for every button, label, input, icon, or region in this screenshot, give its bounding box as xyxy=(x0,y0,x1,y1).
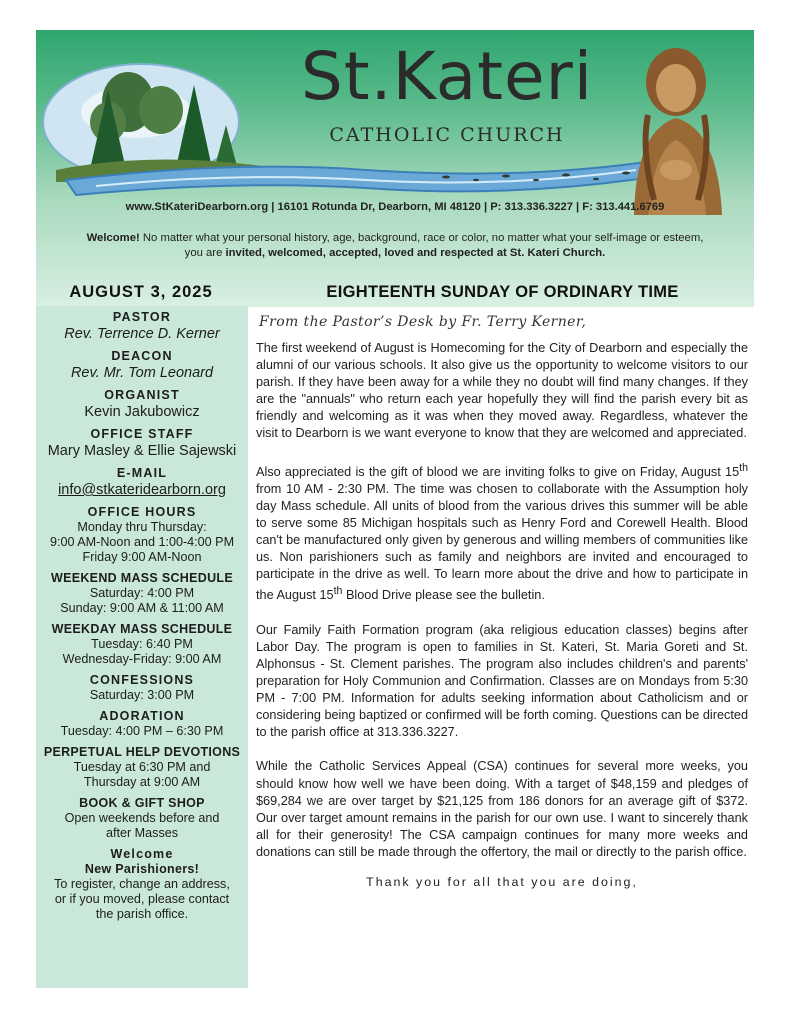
email-link[interactable]: info@stkateridearborn.org xyxy=(58,482,226,498)
weekday-mass-line: Tuesday: 6:40 PM xyxy=(91,637,193,651)
new-parishioners-line: To register, change an address, xyxy=(54,877,230,891)
welcome-bold-text: invited, welcomed, accepted, loved and respected at St. Kateri Church. xyxy=(225,247,606,259)
welcome-lead: Welcome! xyxy=(86,232,140,244)
new-parishioners-section xyxy=(36,847,248,922)
new-parishioners-subheading: New Parishioners! xyxy=(84,862,200,876)
devotions-heading: PERPETUAL HELP DEVOTIONS xyxy=(43,745,241,759)
article-paragraph: Our Family Faith Formation program (aka religious education classes) begins after Labor Day. The program is open to families in St. Kateri, St. Maria Goreti and St. Alphonsus - St. Clement parishes. The program also includes children's and parents' preparation for Holy Communion and Confirmation. Classes are on Mondays from 5:30 PM - 7:00 PM. Information for adults seeking information about Catholicism and or considering being baptized or confirmed will be forth coming. Questions can be directed to the parish office at 313.336.3227. xyxy=(256,622,748,740)
closing-line: Thank you for all that you are doing, xyxy=(366,875,638,889)
confessions-heading: CONFESSIONS xyxy=(89,673,195,687)
liturgical-title: EIGHTEENTH SUNDAY OF ORDINARY TIME xyxy=(326,283,679,301)
masthead xyxy=(36,30,754,307)
bulletin-date: AUGUST 3, 2025 xyxy=(69,283,213,301)
confessions-line: Saturday: 3:00 PM xyxy=(89,688,195,702)
welcome-statement xyxy=(76,231,714,261)
deacon-name: Rev. Mr. Tom Leonard xyxy=(70,365,214,381)
weekday-mass-line: Wednesday-Friday: 9:00 AM xyxy=(62,652,222,666)
weekend-mass-line: Sunday: 9:00 AM & 11:00 AM xyxy=(60,601,224,615)
contact-line: www.StKateriDearborn.org | 16101 Rotunda Dr, Dearborn, MI 48120 | P: 313.336.3227 | F: 313.441.6769 xyxy=(125,201,665,213)
organist-name: Kevin Jakubowicz xyxy=(84,404,200,420)
ordinal-suffix: th xyxy=(333,585,343,598)
new-parishioners-heading: Welcome xyxy=(110,847,174,861)
article-paragraph xyxy=(256,460,748,605)
adoration-section xyxy=(36,709,248,739)
pastors-desk-article xyxy=(256,314,748,889)
new-parishioners-line: or if you moved, please contact xyxy=(54,892,230,906)
weekend-mass-heading: WEEKEND MASS SCHEDULE xyxy=(50,571,233,585)
adoration-heading: ADORATION xyxy=(99,709,185,723)
devotions-line: Thursday at 9:00 AM xyxy=(83,775,201,789)
tree-shape xyxy=(139,86,183,134)
paragraph-text: Also appreciated is the gift of blood we are inviting folks to give on Friday, August 15 xyxy=(256,464,740,479)
new-parishioners-line: the parish office. xyxy=(95,907,189,921)
article-title: From the Pastor’s Desk by Fr. Terry Kerner, xyxy=(259,314,587,330)
organist-heading: ORGANIST xyxy=(104,388,180,402)
devotions-line: Tuesday at 6:30 PM and xyxy=(73,760,211,774)
gift-shop-line: Open weekends before and xyxy=(64,811,220,825)
pastor-name: Rev. Terrence D. Kerner xyxy=(64,326,220,342)
paragraph-text: Blood Drive please see the bulletin. xyxy=(342,588,545,603)
gift-shop-line: after Masses xyxy=(105,826,179,840)
pastor-heading: PASTOR xyxy=(112,310,172,324)
weekend-mass-section xyxy=(36,571,248,616)
weekday-mass-section xyxy=(36,622,248,667)
parish-info-sidebar xyxy=(36,306,248,988)
organist-section xyxy=(36,388,248,421)
office-hours-line: Friday 9:00 AM-Noon xyxy=(82,550,202,564)
deacon-heading: DEACON xyxy=(111,349,173,363)
church-name: St.Kateri xyxy=(300,38,594,115)
ordinal-suffix: th xyxy=(739,461,748,474)
office-hours-heading: OFFICE HOURS xyxy=(87,505,197,519)
article-paragraph: The first weekend of August is Homecoming for the City of Dearborn and especially the alumni of our various schools. It also give us the opportunity to welcome visitors to our parish. If they have been away for a while they no doubt will find many changes. If they are the "annuals" who return each year hopefully they will find the parish every bit as friendly and welcoming as it was when they moved away. Regardless, whatever the visit to Dearborn is we want everyone to know that they are welcomed and appreciated. xyxy=(256,341,748,441)
church-subtitle: CATHOLIC CHURCH xyxy=(329,124,565,146)
office-hours-line: 9:00 AM-Noon and 1:00-4:00 PM xyxy=(49,535,235,549)
statue-of-st-kateri xyxy=(634,48,722,215)
gift-shop-heading: BOOK & GIFT SHOP xyxy=(79,796,205,810)
deacon-section xyxy=(36,349,248,382)
office-staff-names: Mary Masley & Ellie Sajewski xyxy=(47,443,237,459)
article-paragraph: While the Catholic Services Appeal (CSA) continues for several more weeks, you should know how well we have been doing. With a target of $48,159 and pledges of $69,284 we are over target by $21,125 from 186 donors for an average gift of $372. Our over target amount remains in the parish for our own use. I want to sincerely thank all for their generosity! The CSA campaign continues for many more weeks and donations can still be made through the offertory, the mail or directly to the parish office. xyxy=(256,759,748,859)
gift-shop-section xyxy=(36,796,248,841)
weekday-mass-heading: WEEKDAY MASS SCHEDULE xyxy=(51,622,233,636)
office-staff-heading: OFFICE STAFF xyxy=(90,427,194,441)
office-hours-section xyxy=(36,505,248,565)
email-section xyxy=(36,466,248,499)
welcome-text: No matter what your personal history, age, background, race or color, no matter what your self-image or esteem, you are xyxy=(139,232,704,259)
paragraph-text: from 10 AM - 2:30 PM. The time was chosen to collaborate with the Assumption holy day Mass schedule. All units of blood from the various drives this summer will be able to serve some 85 Michigan hospitals such as Henry Ford and Corewell Health. Blood can't be manufactured only given by generous and willing members of communities like us. Non parishioners such as family and neighbors are invited and encouraged to participate in the drive as well. To learn more about the drive and how to participate in the August 15 xyxy=(256,481,748,603)
office-staff-section xyxy=(36,427,248,460)
email-heading: E-MAIL xyxy=(116,466,168,480)
adoration-line: Tuesday: 4:00 PM – 6:30 PM xyxy=(60,724,224,738)
weekend-mass-line: Saturday: 4:00 PM xyxy=(89,586,195,600)
devotions-section xyxy=(36,745,248,790)
confessions-section xyxy=(36,673,248,703)
pastor-section xyxy=(36,310,248,343)
office-hours-line: Monday thru Thursday: xyxy=(77,520,207,534)
